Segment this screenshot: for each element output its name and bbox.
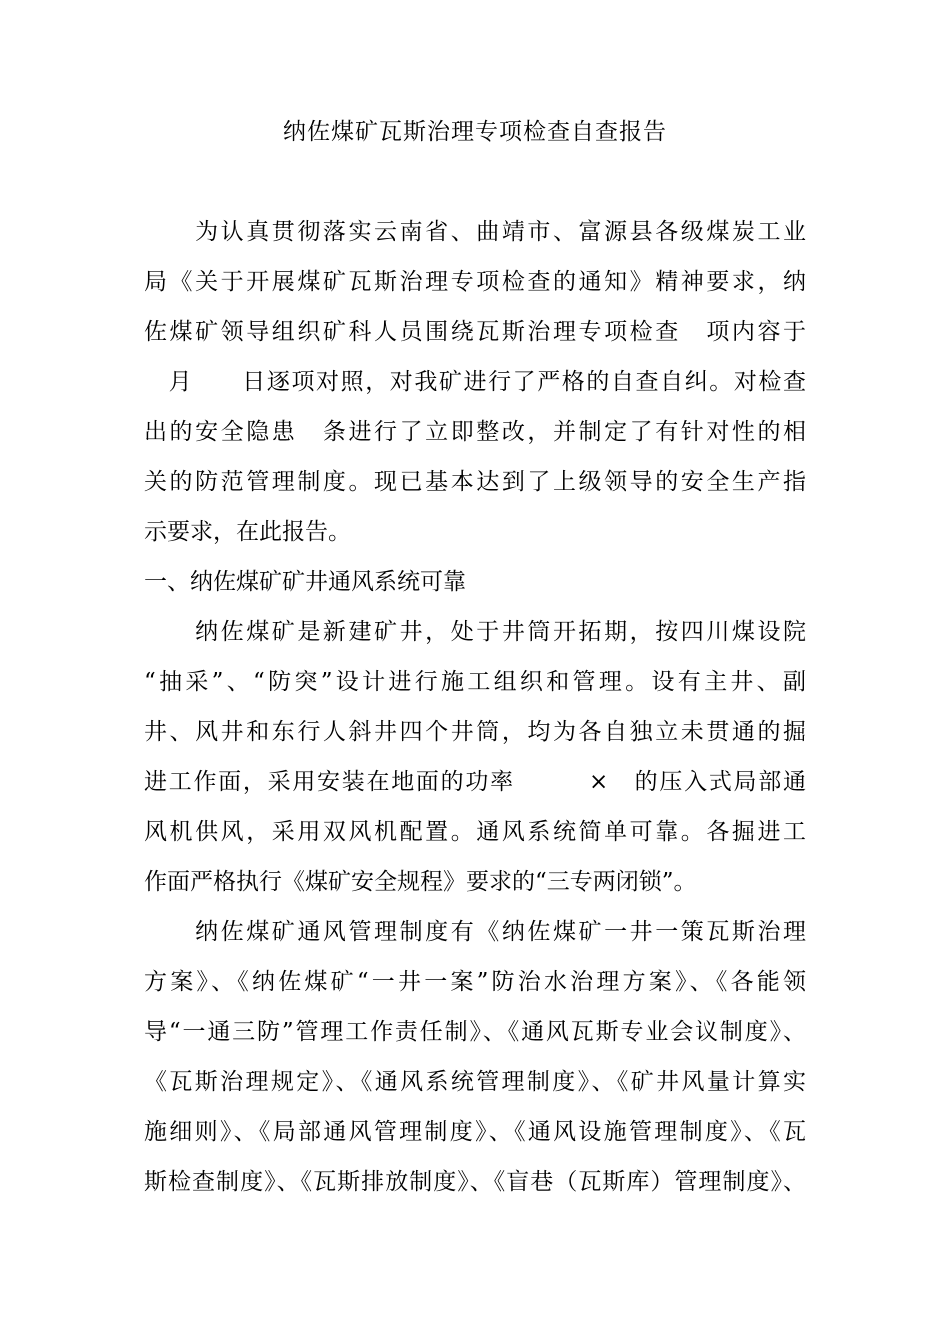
body-line-3: 佐煤矿领导组织矿科人员围绕瓦斯治理专项检查 项内容于 — [144, 319, 806, 345]
body-line-10: “抽采”、“防突”设计进行施工组织和管理。设有主井、副 — [144, 669, 806, 695]
body-line-2: 局《关于开展煤矿瓦斯治理专项检查的通知》精神要求，纳 — [144, 269, 806, 295]
body-line-15: 纳佐煤矿通风管理制度有《纳佐煤矿一井一策瓦斯治理 — [144, 919, 806, 945]
document-title: 纳佐煤矿瓦斯治理专项检查自查报告 — [283, 119, 667, 145]
body-line-7: 示要求，在此报告。 — [144, 519, 351, 545]
section-heading-1: 一、纳佐煤矿矿井通风系统可靠 — [144, 569, 466, 595]
body-line-11: 井、风井和东行人斜井四个井筒，均为各自独立未贯通的掘 — [144, 719, 806, 745]
body-line-1: 为认真贯彻落实云南省、曲靖市、富源县各级煤炭工业 — [144, 219, 806, 245]
body-line-13: 风机供风，采用双风机配置。通风系统简单可靠。各掘进工 — [144, 819, 806, 845]
body-line-4: 月 日逐项对照，对我矿进行了严格的自查自纠。对检查 — [144, 369, 806, 395]
body-line-6: 关的防范管理制度。现已基本达到了上级领导的安全生产指 — [144, 469, 806, 495]
body-line-20: 斯检查制度》、《瓦斯排放制度》、《盲巷（瓦斯库）管理制度》、 — [144, 1169, 806, 1195]
body-line-12: 进工作面，采用安装在地面的功率 × 的压入式局部通 — [144, 769, 806, 795]
body-line-17: 导“一通三防”管理工作责任制》、《通风瓦斯专业会议制度》、 — [144, 1019, 806, 1045]
body-line-9: 纳佐煤矿是新建矿井，处于井筒开拓期，按四川煤设院 — [144, 619, 806, 645]
body-line-16: 方案》、《纳佐煤矿“一井一案”防治水治理方案》、《各能领 — [144, 969, 806, 995]
body-line-19: 施细则》、《局部通风管理制度》、《通风设施管理制度》、《瓦 — [144, 1119, 806, 1145]
body-line-14: 作面严格执行《煤矿安全规程》要求的“三专两闭锁”。 — [144, 869, 697, 895]
body-line-5: 出的安全隐患 条进行了立即整改，并制定了有针对性的相 — [144, 419, 806, 445]
body-line-18: 《瓦斯治理规定》、《通风系统管理制度》、《矿井风量计算实 — [144, 1069, 806, 1095]
